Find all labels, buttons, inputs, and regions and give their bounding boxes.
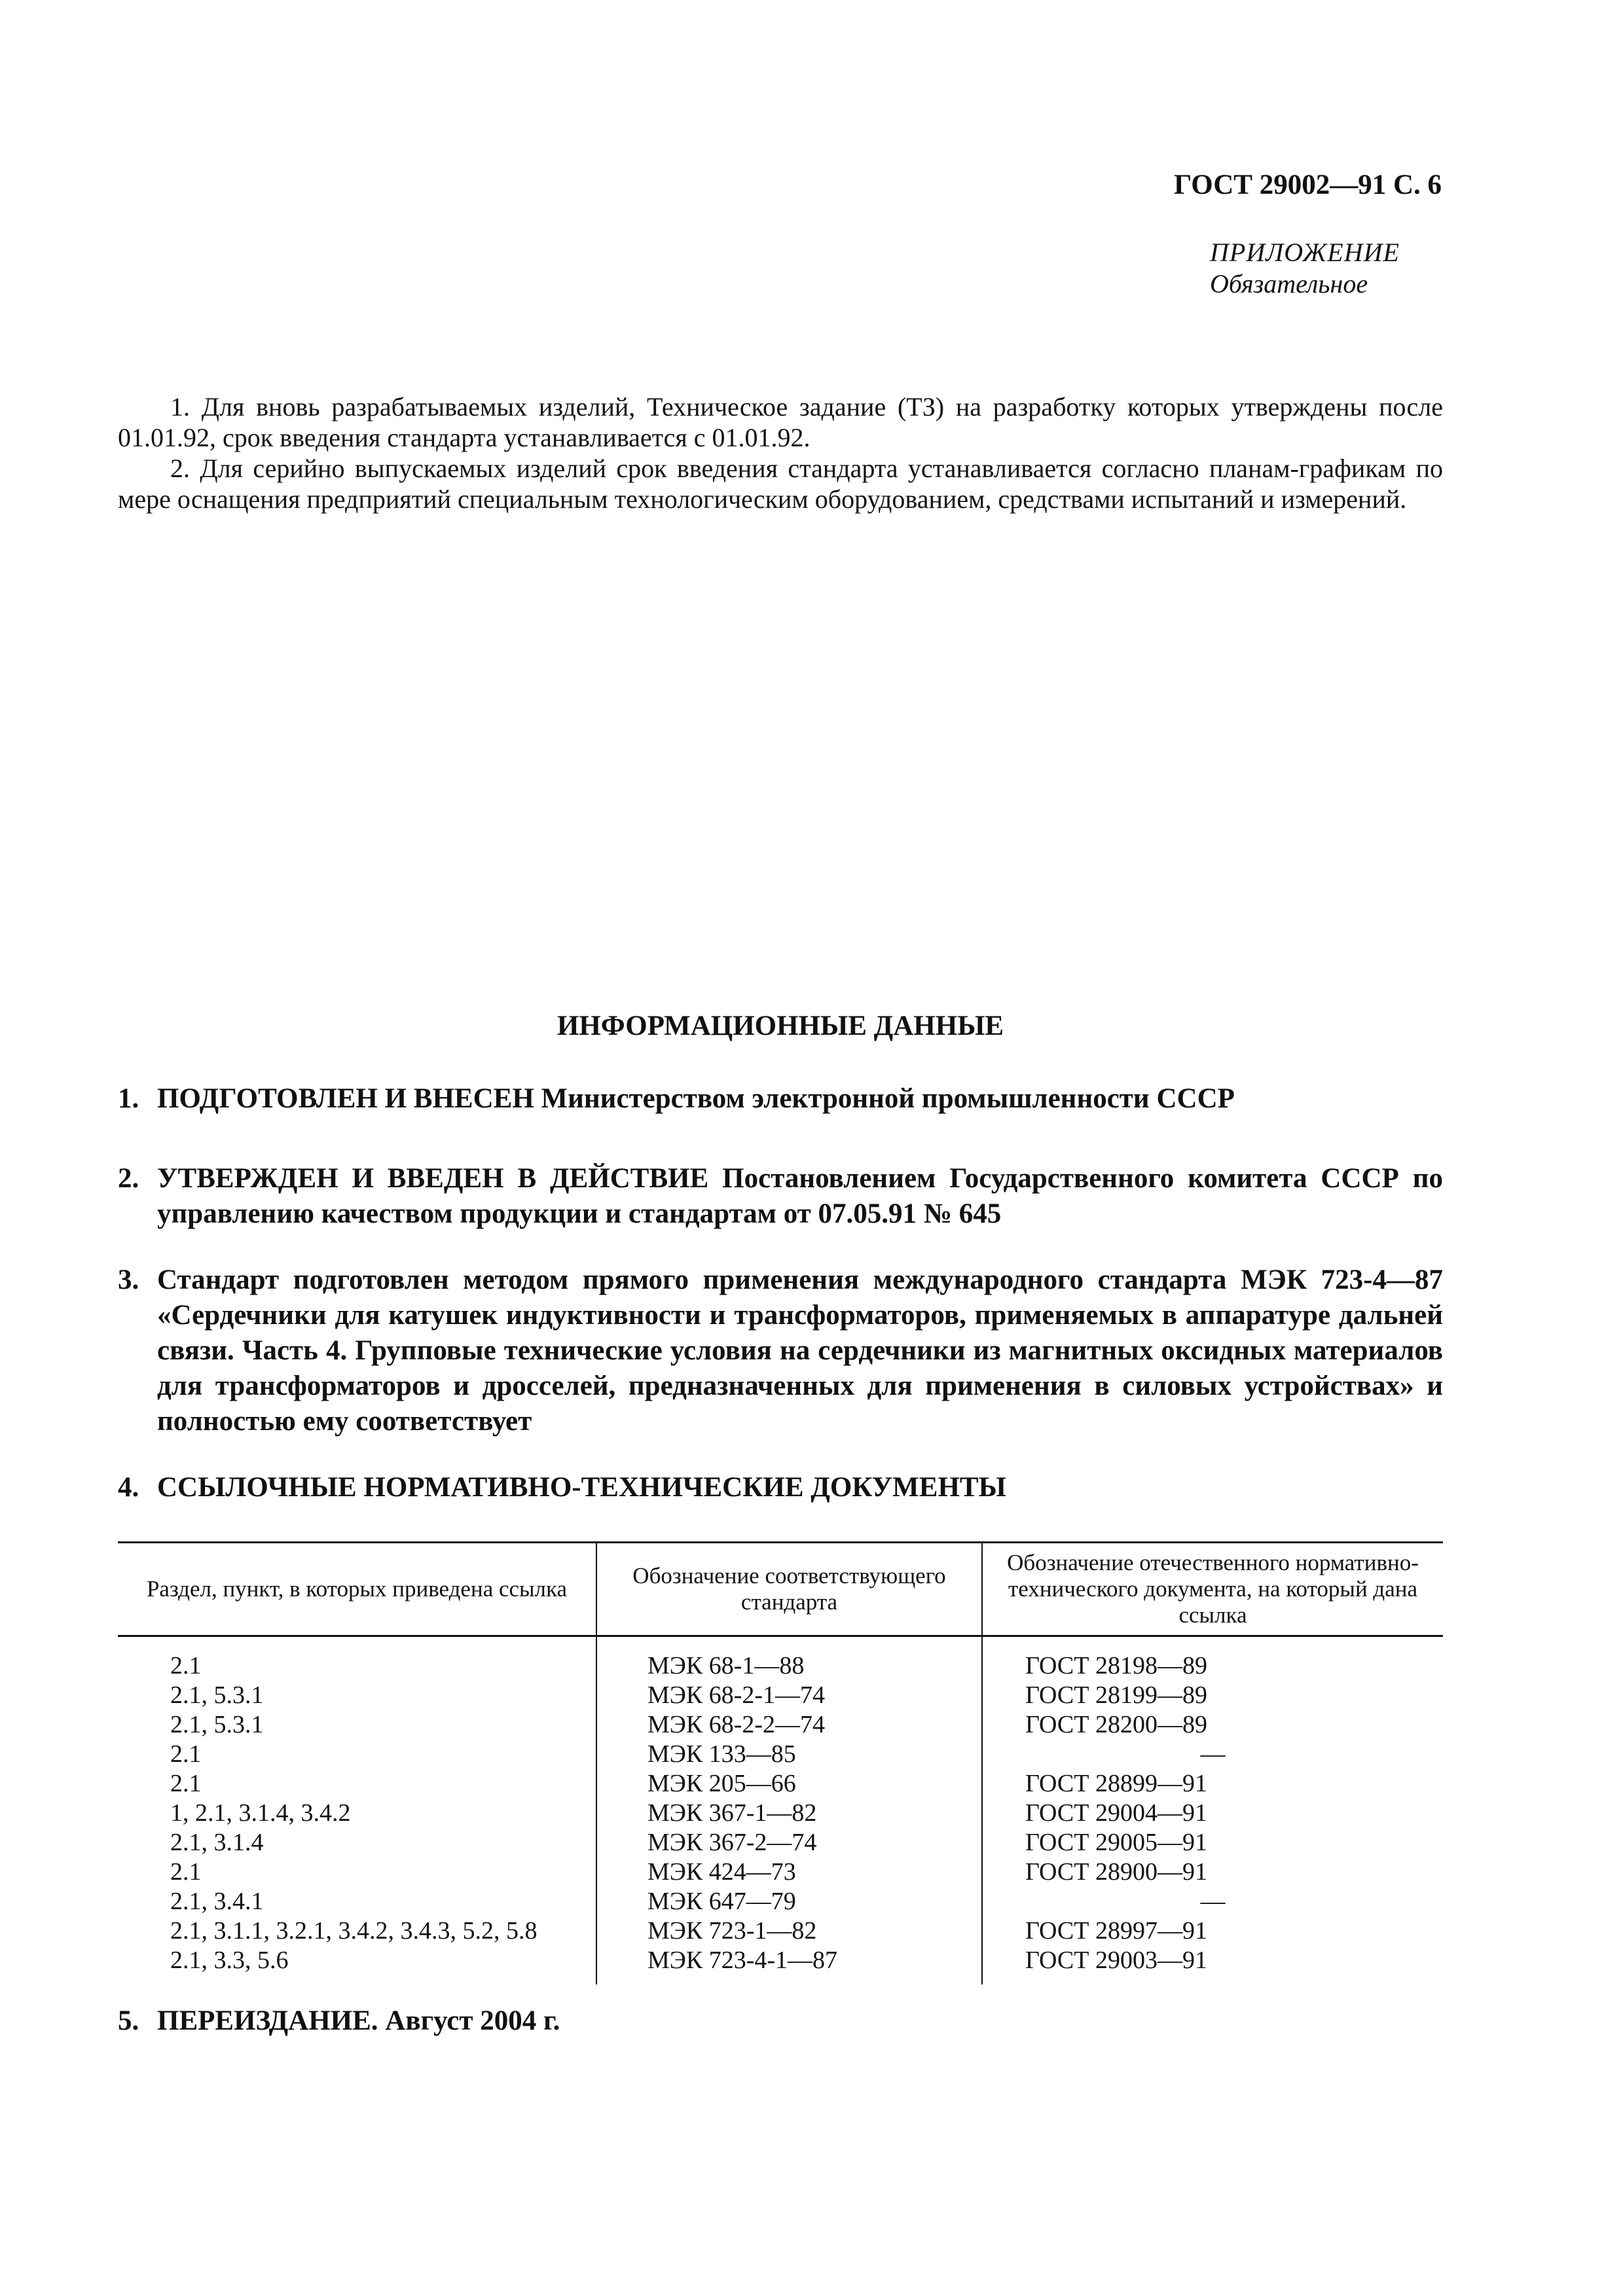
column-header-national-document: Обозначение отечественного нормативно-технического документа, на который дана ссылка	[982, 1543, 1443, 1636]
table-row	[118, 1740, 1443, 1769]
cell-standard: МЭК 723-4-1—87	[596, 1946, 982, 1984]
intro-paragraph-2: 2. Для серийно выпускаемых изделий срок введения стандарта устанавливается согласно планам-графикам по мере оснащения предприятий специальным технологическим оборудованием, средствами испытаний и измерений.	[118, 454, 1443, 514]
info-item-number: 1.	[118, 1083, 139, 1114]
table-row	[118, 1946, 1443, 1984]
cell-national-document: ГОСТ 28198—89	[982, 1636, 1443, 1681]
cell-section: 2.1	[170, 1858, 202, 1886]
cell-standard: МЭК 68-1—88	[596, 1636, 982, 1681]
table-row	[118, 1799, 1443, 1828]
cell-section: 2.1	[170, 1770, 202, 1797]
references-table	[118, 1541, 1443, 1984]
info-item-1	[118, 1081, 1443, 1117]
column-header-section: Раздел, пункт, в которых приведена ссылка	[118, 1543, 596, 1636]
info-item-3	[118, 1263, 1443, 1439]
cell-national-document: ГОСТ 29004—91	[982, 1799, 1443, 1828]
info-item-text: Стандарт подготовлен методом прямого применения международного стандарта МЭК 723-4—87 «Сердечники для катушек индуктивности и трансформаторов, применяемых в аппаратуре дальней связи. Часть 4. Групповые технические условия на сердечники из магнитных оксидных материалов для трансформаторов и дросселей, предназначенных для применения в силовых устройствах» и полностью ему соответствует	[157, 1265, 1443, 1437]
info-item-5	[118, 2003, 1443, 2039]
table-row	[118, 1887, 1443, 1916]
table-row	[118, 1636, 1443, 1681]
info-item-number: 5.	[118, 2005, 139, 2036]
cell-standard: МЭК 424—73	[596, 1857, 982, 1887]
cell-standard: МЭК 68-2-2—74	[596, 1710, 982, 1740]
table-row	[118, 1681, 1443, 1710]
cell-standard: МЭК 367-1—82	[596, 1799, 982, 1828]
info-heading: ИНФОРМАЦИОННЫЕ ДАННЫЕ	[556, 1011, 1004, 1041]
cell-section: 2.1, 3.3, 5.6	[170, 1946, 289, 1974]
intro-paragraph-1: 1. Для вновь разрабатываемых изделий, Техническое задание (ТЗ) на разработку которых утверждены после 01.01.92, срок введения стандарта устанавливается с 01.01.92.	[118, 392, 1443, 452]
references-table-header	[118, 1543, 1443, 1636]
cell-section: 2.1, 5.3.1	[170, 1711, 264, 1738]
table-row	[118, 1916, 1443, 1946]
intro-section	[118, 391, 1443, 514]
cell-standard: МЭК 68-2-1—74	[596, 1681, 982, 1710]
cell-standard: МЭК 367-2—74	[596, 1828, 982, 1857]
info-item-text: УТВЕРЖДЕН И ВВЕДЕН В ДЕЙСТВИЕ Постановлением Государственного комитета СССР по управлению качеством продукции и стандартам от 07.05.91 № 645	[157, 1163, 1443, 1229]
cell-section: 2.1, 5.3.1	[170, 1681, 264, 1709]
cell-section: 2.1, 3.1.4	[170, 1829, 264, 1856]
references-table-body	[118, 1636, 1443, 1985]
cell-standard: МЭК 647—79	[596, 1887, 982, 1916]
cell-section: 2.1	[170, 1652, 202, 1679]
cell-national-document: ГОСТ 29005—91	[982, 1828, 1443, 1857]
table-row	[118, 1828, 1443, 1857]
table-row	[118, 1710, 1443, 1740]
info-item-text: ССЫЛОЧНЫЕ НОРМАТИВНО-ТЕХНИЧЕСКИЕ ДОКУМЕНТЫ	[157, 1472, 1006, 1503]
cell-standard: МЭК 723-1—82	[596, 1916, 982, 1946]
cell-national-document: ГОСТ 28199—89	[982, 1681, 1443, 1710]
appendix-subtitle: Обязательное	[1210, 269, 1368, 298]
info-item-number: 4.	[118, 1472, 139, 1503]
cell-section: 2.1	[170, 1740, 202, 1768]
cell-standard: МЭК 205—66	[596, 1769, 982, 1799]
info-item-number: 3.	[118, 1265, 139, 1295]
cell-national-document: ГОСТ 28900—91	[982, 1857, 1443, 1887]
cell-section: 1, 2.1, 3.1.4, 3.4.2	[170, 1799, 351, 1827]
cell-section: 2.1, 3.1.1, 3.2.1, 3.4.2, 3.4.3, 5.2, 5.8	[170, 1917, 538, 1945]
cell-national-document: —	[982, 1740, 1443, 1769]
table-row	[118, 1857, 1443, 1887]
cell-standard: МЭК 133—85	[596, 1740, 982, 1769]
column-header-standard: Обозначение соответствующего стандарта	[596, 1543, 982, 1636]
references-table-container	[118, 1541, 1443, 1984]
info-item-number: 2.	[118, 1163, 139, 1194]
cell-national-document: ГОСТ 28899—91	[982, 1769, 1443, 1799]
info-item-text: ПОДГОТОВЛЕН И ВНЕСЕН Министерством электронной промышленности СССР	[157, 1083, 1235, 1114]
info-item-4	[118, 1470, 1443, 1505]
cell-national-document: ГОСТ 28200—89	[982, 1710, 1443, 1740]
cell-national-document: —	[982, 1887, 1443, 1916]
appendix-title: ПРИЛОЖЕНИЕ	[1210, 238, 1400, 267]
running-head: ГОСТ 29002—91 С. 6	[1173, 170, 1442, 200]
info-item-text: ПЕРЕИЗДАНИЕ. Август 2004 г.	[157, 2005, 560, 2036]
cell-section: 2.1, 3.4.1	[170, 1888, 264, 1915]
table-row	[118, 1769, 1443, 1799]
info-item-2	[118, 1161, 1443, 1232]
cell-national-document: ГОСТ 29003—91	[982, 1946, 1443, 1984]
cell-national-document: ГОСТ 28997—91	[982, 1916, 1443, 1946]
